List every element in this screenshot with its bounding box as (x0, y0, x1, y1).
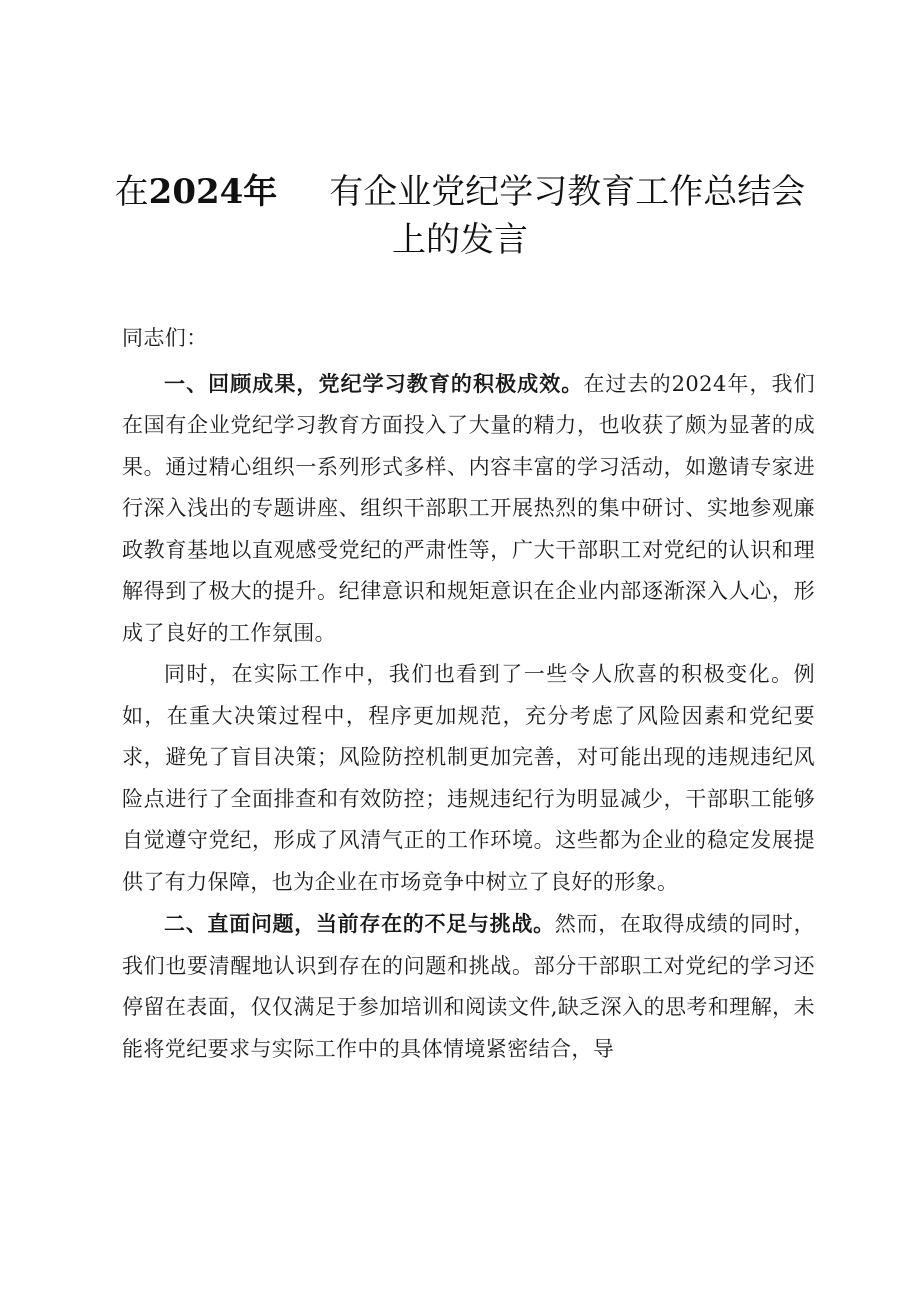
paragraph-1 (122, 363, 815, 655)
title-prefix: 在 (114, 172, 149, 212)
paragraph-3-text: 然而，在取得成绩的同时，我们也要清醒地认识到存在的问题和挑战。部分干部职工对党纪的学习还停留在表面，仅仅满足于参加培训和阅读文件,缺乏深入的思考和理解，未能将党纪要求与实际工作中的具体情境紧密结合，导 (122, 912, 815, 1061)
paragraph-3 (122, 903, 815, 1070)
paragraph-2 (122, 654, 815, 903)
section-heading-1: 一、回顾成果，党纪学习教育的积极成效。 (164, 370, 584, 396)
document-body (122, 318, 815, 1070)
section-heading-2: 二、直面问题，当前存在的不足与挑战。 (164, 911, 555, 936)
title-rest: 有企业党纪学习教育工作总结会 (329, 172, 806, 212)
title-line-1 (100, 168, 820, 216)
document-title (100, 168, 820, 264)
title-line-2: 上的发言 (392, 220, 528, 260)
paragraph-1-text: 在过去的2024年，我们在国有企业党纪学习教育方面投入了大量的精力，也收获了颇为显著的成果。通过精心组织一系列形式多样、内容丰富的学习活动，如邀请专家进行深入浅出的专题讲座、组织干部职工开展热烈的集中研讨、实地参观廉政教育基地以直观感受党纪的严肃性等，广大干部职工对党纪的认识和理解得到了极大的提升。纪律意识和规矩意识在企业内部逐渐深入人心，形成了良好的工作氛围。 (122, 371, 815, 645)
salutation: 同志们： (122, 326, 208, 350)
title-year: 2024年 (148, 172, 278, 212)
paragraph-2-text: 同时，在实际工作中，我们也看到了一些令人欣喜的积极变化。例如，在重大决策过程中，程序更加规范，充分考虑了风险因素和党纪要求，避免了盲目决策；风险防控机制更加完善，对可能出现的违规违纪风险点进行了全面排查和有效防控；违规违纪行为明显减少，干部职工能够自觉遵守党纪，形成了风清气正的工作环境。这些都为企业的稳定发展提供了有力保障，也为企业在市场竞争中树立了良好的形象。 (122, 662, 815, 894)
